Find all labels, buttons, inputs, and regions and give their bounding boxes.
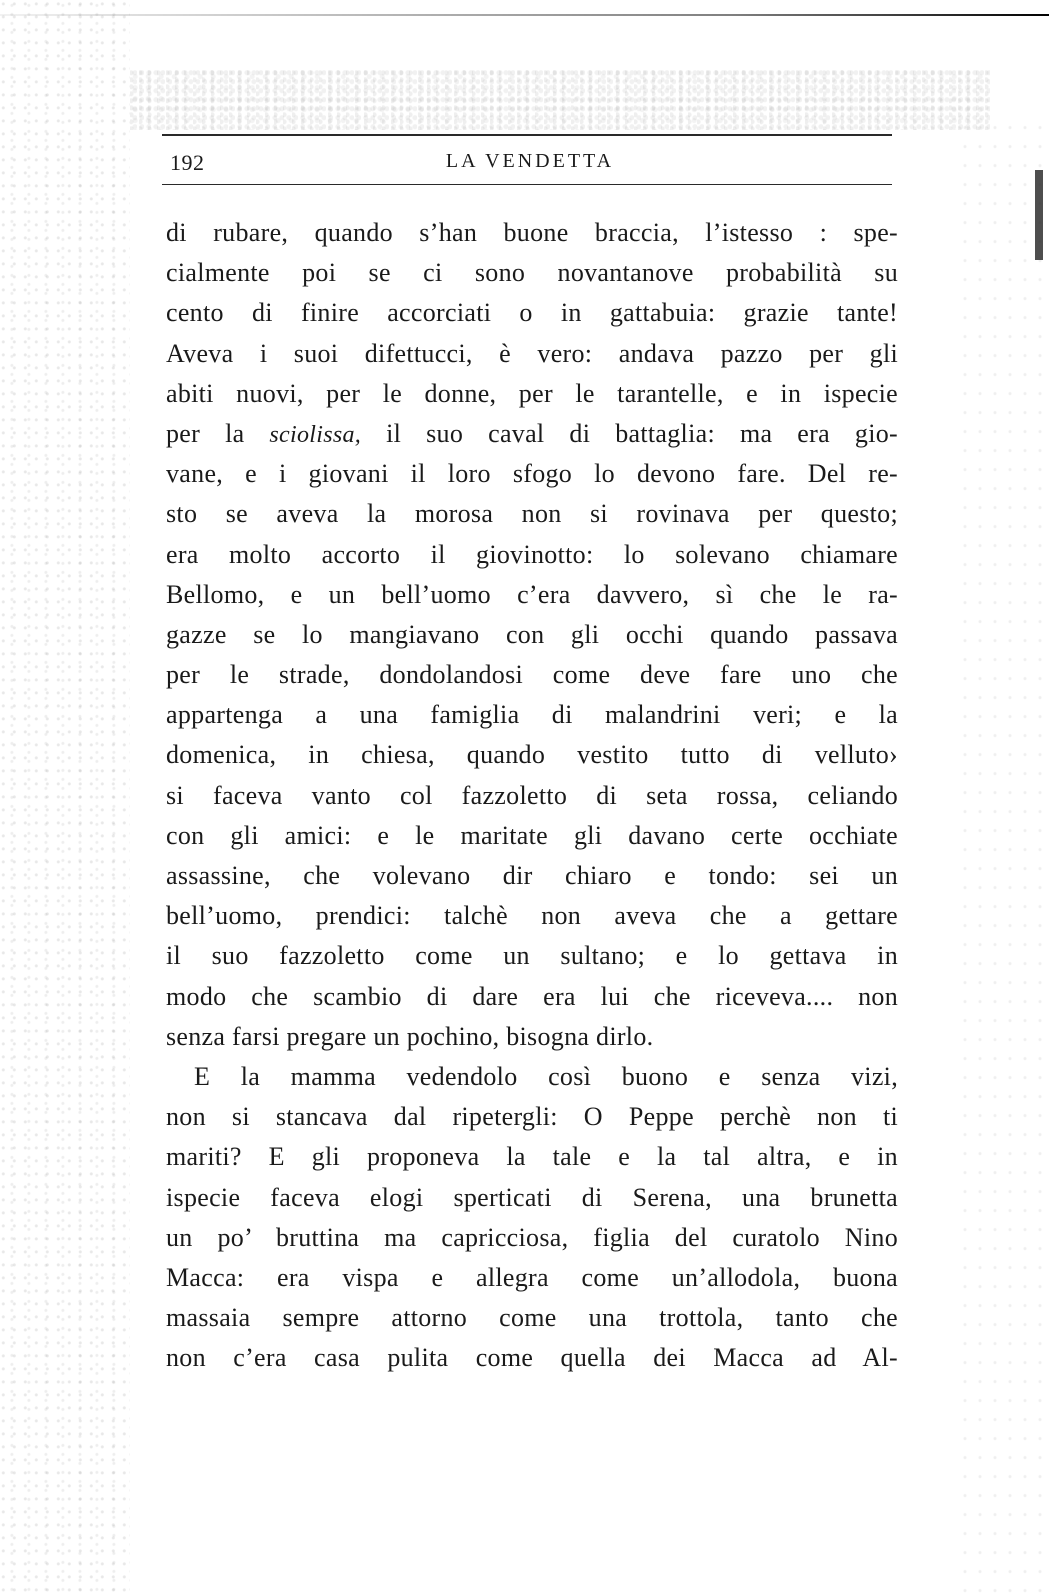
text-line: abiti nuovi, per le donne, per le tarantelle, e in ispecie [166, 378, 898, 408]
text-line: il suo fazzoletto come un sultano; e lo gettava in [166, 941, 898, 971]
paper-stain-right [959, 120, 1049, 1594]
text-line: modo che scambio di dare era lui che riceveva.... non [166, 981, 898, 1011]
paper-stain-left [0, 0, 130, 1594]
text-line: un po’ bruttina ma capricciosa, figlia del curatolo Nino [166, 1222, 898, 1252]
text-line: per le strade, dondolandosi come deve fare uno che [166, 660, 898, 690]
text-line: Aveva i suoi difettucci, è vero: andava pazzo per gli [166, 338, 898, 368]
text-line: Macca: era vispa e allegra come un’allodola, buona [166, 1262, 898, 1292]
text-line: appartenga a una famiglia di malandrini veri; e la [166, 700, 898, 730]
text-line: di rubare, quando s’han buone braccia, l’istesso : spe- [166, 218, 898, 247]
text-line: domenica, in chiesa, quando vestito tutto di velluto› [166, 740, 898, 770]
text-line-last: senza farsi pregare un pochino, bisogna dirlo. [166, 1021, 654, 1051]
running-title: LA VENDETTA [445, 150, 615, 172]
text-run: il suo caval di battaglia: ma era gio- [361, 418, 898, 448]
text-line: Bellomo, e un bell’uomo c’era davvero, sì che le ra- [166, 579, 898, 609]
text-line-with-italic [166, 414, 898, 454]
text-line: ispecie faceva elogi sperticati di Serena, una brunetta [166, 1182, 898, 1212]
text-line: assassine, che volevano dir chiaro e tondo: sei un [166, 861, 898, 890]
text-line: bell’uomo, prendici: talchè non aveva che a gettare [166, 901, 898, 931]
text-line: gazze se lo mangiavano con gli occhi quando passava [166, 619, 898, 649]
text-line: era molto accorto il giovinotto: lo solevano chiamare [166, 539, 898, 569]
text-line: cialmente poi se ci sono novantanove probabilità su [166, 258, 898, 288]
text-line: non c’era casa pulita come quella dei Macca ad Al- [166, 1343, 898, 1373]
paper-stain-top [130, 70, 990, 130]
text-line: con gli amici: e le maritate gli davano certe occhiate [166, 820, 898, 850]
text-line: cento di finire accorciati o in gattabuia: grazie tante! [166, 298, 898, 328]
header-rule-top [162, 134, 892, 136]
text-line-indent: E la mamma vedendolo così buono e senza vizi, [194, 1061, 898, 1091]
header-rule-bottom [162, 184, 892, 185]
text-line: vane, e i giovani il loro sfogo lo devono fare. Del re- [166, 459, 898, 489]
body-text [166, 213, 898, 1378]
text-line: mariti? E gli proponeva la tale e la tal altra, e in [166, 1142, 898, 1172]
page-top-edge [0, 14, 1049, 16]
binding-edge-mark [1035, 170, 1043, 260]
text-line: non si stancava dal ripetergli: O Peppe perchè non ti [166, 1102, 898, 1132]
text-line: massaia sempre attorno come una trottola, tanto che [166, 1303, 898, 1333]
text-run: per la [166, 418, 270, 448]
italic-term: sciolissa, [269, 421, 362, 448]
text-line: sto se aveva la morosa non si rovinava per questo; [166, 499, 898, 529]
text-line: si faceva vanto col fazzoletto di seta rossa, celiando [166, 780, 898, 810]
page-number: 192 [170, 150, 205, 175]
